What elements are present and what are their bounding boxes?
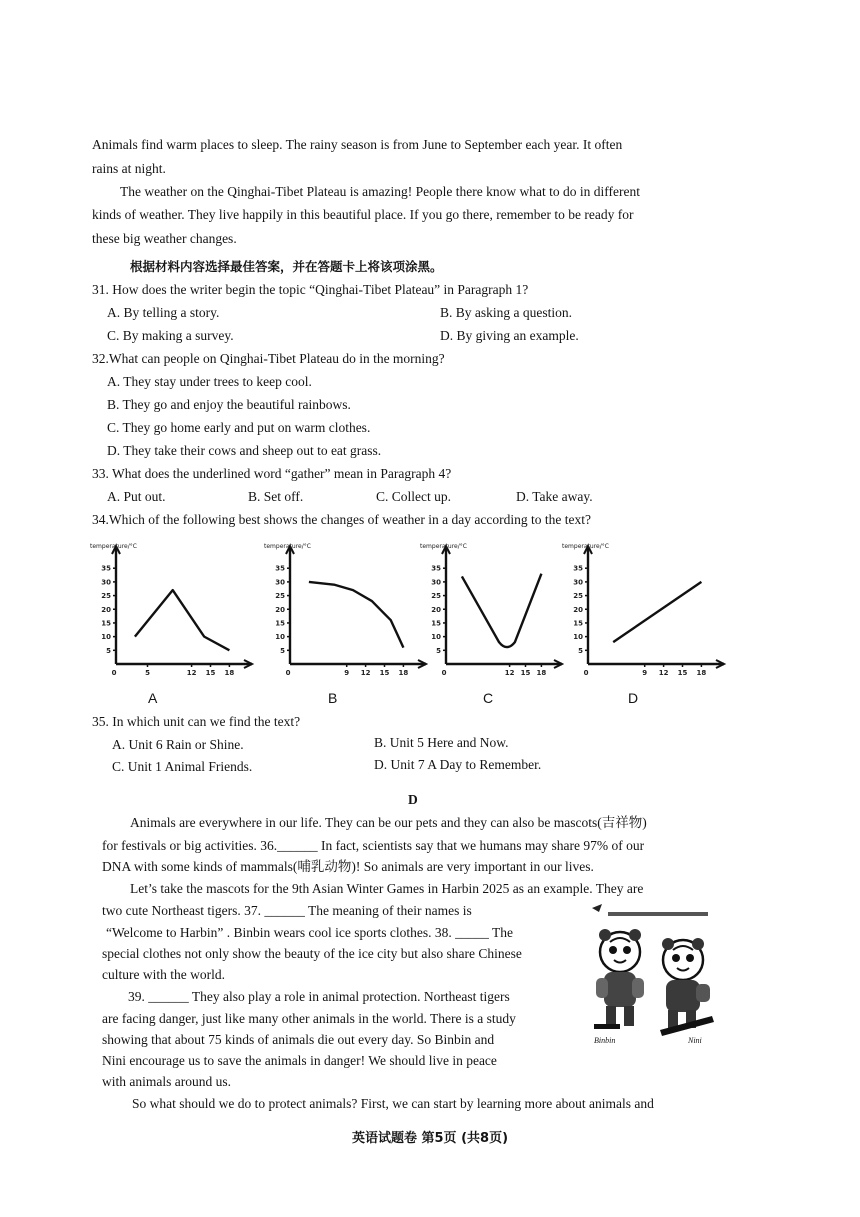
option-c[interactable]: C. They go home early and put on warm clothes. bbox=[107, 420, 371, 435]
x-tick-label: 9 bbox=[642, 669, 648, 677]
y-tick-label: 10 bbox=[573, 633, 583, 642]
passage-line: The weather on the Qinghai-Tibet Plateau is amazing! People there know what to do in different bbox=[120, 184, 640, 199]
x-tick-label: 12 bbox=[186, 669, 197, 677]
page-footer: 英语试题卷 第5页 (共8页) bbox=[351, 1131, 509, 1146]
x-tick-label: 15 bbox=[520, 669, 531, 677]
y-tick-label: 30 bbox=[573, 578, 583, 587]
passage-line: are facing danger, just like many other animals in the world. There is a study bbox=[102, 1011, 516, 1026]
x-tick-label: 0 bbox=[583, 669, 589, 677]
option-d[interactable]: D. They take their cows and sheep out to eat grass. bbox=[107, 443, 382, 458]
y-tick-label: 15 bbox=[275, 619, 285, 628]
y-tick-label: 5 bbox=[106, 646, 111, 655]
y-tick-label: 20 bbox=[431, 605, 441, 614]
y-tick-label: 35 bbox=[101, 564, 111, 573]
instruction: 根据材料内容选择最佳答案，并在答题卡上将该项涂黑。 bbox=[130, 259, 443, 274]
x-tick-label: 9 bbox=[344, 669, 350, 677]
mascot-name-binbin: Binbin bbox=[594, 1036, 616, 1045]
passage-heading: D bbox=[408, 792, 418, 807]
passage-line: special clothes not only show the beauty of the ice city but also share Chinese bbox=[102, 946, 522, 961]
x-tick-label: 18 bbox=[224, 669, 235, 677]
tiger-mascots-image bbox=[588, 902, 718, 1052]
passage-line: kinds of weather. They live happily in this beautiful place. If you go there, remember to be ready for bbox=[92, 207, 634, 222]
question-stem: 32.What can people on Qinghai-Tibet Plateau do in the morning? bbox=[92, 351, 445, 366]
y-tick-label: 10 bbox=[101, 633, 111, 642]
y-tick-label: 5 bbox=[280, 646, 285, 655]
question-stem: 31. How does the writer begin the topic “Qinghai-Tibet Plateau” in Paragraph 1? bbox=[92, 282, 529, 297]
y-axis-title: temperature/°C bbox=[90, 543, 137, 550]
y-tick-label: 15 bbox=[431, 619, 441, 628]
passage-line: two cute Northeast tigers. 37. ______ The meaning of their names is bbox=[102, 903, 472, 918]
option-c[interactable]: C. Collect up. bbox=[376, 489, 451, 504]
passage-line: rains at night. bbox=[92, 161, 166, 176]
mascot-illustration bbox=[588, 902, 718, 1052]
y-tick-label: 30 bbox=[101, 578, 111, 587]
y-tick-label: 35 bbox=[275, 564, 285, 573]
passage-line: for festivals or big activities. 36.______ In fact, scientists say that we humans may share 97% of our bbox=[102, 838, 645, 853]
y-tick-label: 10 bbox=[431, 633, 441, 642]
y-tick-label: 35 bbox=[573, 564, 583, 573]
option-b[interactable]: B. Unit 5 Here and Now. bbox=[374, 735, 509, 750]
y-tick-label: 30 bbox=[431, 578, 441, 587]
option-c[interactable]: C. By making a survey. bbox=[107, 328, 234, 343]
option-a[interactable]: A. Put out. bbox=[107, 489, 166, 504]
y-axis-title: temperature/°C bbox=[562, 543, 609, 550]
x-tick-label: 5 bbox=[145, 669, 150, 677]
passage-line: “Welcome to Harbin” . Binbin wears cool ice sports clothes. 38. _____ The bbox=[106, 925, 513, 940]
x-tick-label: 0 bbox=[285, 669, 291, 677]
x-tick-label: 18 bbox=[696, 669, 707, 677]
option-b[interactable]: B. By asking a question. bbox=[440, 305, 572, 320]
graph-label-b: B bbox=[328, 690, 338, 706]
option-a[interactable]: A. By telling a story. bbox=[107, 305, 220, 320]
option-d[interactable]: D. Unit 7 A Day to Remember. bbox=[374, 757, 542, 772]
y-tick-label: 25 bbox=[101, 592, 111, 601]
passage-line: Animals find warm places to sleep. The rainy season is from June to September each year. It often bbox=[92, 137, 623, 152]
temperature-line bbox=[309, 582, 404, 648]
passage-line: Nini encourage us to save the animals in danger! We should live in peace bbox=[102, 1053, 497, 1068]
y-tick-label: 15 bbox=[573, 619, 583, 628]
passage-line: with animals around us. bbox=[102, 1074, 231, 1089]
option-c[interactable]: C. Unit 1 Animal Friends. bbox=[112, 759, 253, 774]
y-axis-title: temperature/°C bbox=[420, 543, 467, 550]
graph-label-c: C bbox=[483, 690, 494, 706]
question-stem: 35. In which unit can we find the text? bbox=[92, 714, 301, 729]
passage-line: DNA with some kinds of mammals(哺乳动物)! So animals are very important in our lives. bbox=[102, 859, 594, 874]
question-stem: 34.Which of the following best shows the changes of weather in a day according to the text? bbox=[92, 512, 591, 527]
graph-c[interactable] bbox=[418, 540, 568, 690]
x-tick-label: 15 bbox=[379, 669, 390, 677]
option-d[interactable]: D. Take away. bbox=[516, 489, 593, 504]
option-b[interactable]: B. Set off. bbox=[248, 489, 304, 504]
y-tick-label: 20 bbox=[573, 605, 583, 614]
y-axis-title: temperature/°C bbox=[264, 543, 311, 550]
x-tick-label: 18 bbox=[536, 669, 547, 677]
y-tick-label: 10 bbox=[275, 633, 285, 642]
graph-d[interactable] bbox=[560, 540, 730, 690]
passage-line: So what should we do to protect animals? First, we can start by learning more about animals and bbox=[132, 1096, 654, 1111]
x-tick-label: 18 bbox=[398, 669, 409, 677]
y-tick-label: 35 bbox=[431, 564, 441, 573]
graph-label-a: A bbox=[148, 690, 158, 706]
y-tick-label: 25 bbox=[573, 592, 583, 601]
graph-a[interactable] bbox=[88, 540, 258, 690]
x-tick-label: 12 bbox=[504, 669, 515, 677]
x-tick-label: 15 bbox=[677, 669, 688, 677]
option-b[interactable]: B. They go and enjoy the beautiful rainbows. bbox=[107, 397, 351, 412]
option-a[interactable]: A. Unit 6 Rain or Shine. bbox=[112, 737, 244, 752]
temperature-line bbox=[135, 590, 230, 650]
passage-line: showing that about 75 kinds of animals die out every day. So Binbin and bbox=[102, 1032, 495, 1047]
temperature-line bbox=[462, 574, 542, 647]
graph-label-d: D bbox=[628, 690, 639, 706]
y-tick-label: 25 bbox=[431, 592, 441, 601]
option-a[interactable]: A. They stay under trees to keep cool. bbox=[107, 374, 312, 389]
y-tick-label: 15 bbox=[101, 619, 111, 628]
x-tick-label: 12 bbox=[658, 669, 669, 677]
x-tick-label: 15 bbox=[205, 669, 216, 677]
passage-line: culture with the world. bbox=[102, 967, 225, 982]
temperature-line bbox=[613, 582, 701, 642]
passage-line: 39. ______ They also play a role in animal protection. Northeast tigers bbox=[128, 989, 510, 1004]
graph-b[interactable] bbox=[262, 540, 432, 690]
y-tick-label: 20 bbox=[275, 605, 285, 614]
x-tick-label: 12 bbox=[360, 669, 371, 677]
question-stem: 33. What does the underlined word “gather” mean in Paragraph 4? bbox=[92, 466, 452, 481]
y-tick-label: 30 bbox=[275, 578, 285, 587]
mascot-name-nini: Nini bbox=[688, 1036, 702, 1045]
x-tick-label: 0 bbox=[111, 669, 117, 677]
y-tick-label: 5 bbox=[578, 646, 583, 655]
passage-line: Animals are everywhere in our life. They can be our pets and they can also be mascots(吉祥物) bbox=[130, 815, 647, 830]
y-tick-label: 25 bbox=[275, 592, 285, 601]
x-tick-label: 0 bbox=[441, 669, 447, 677]
y-tick-label: 5 bbox=[436, 646, 441, 655]
option-d[interactable]: D. By giving an example. bbox=[440, 328, 579, 343]
passage-line: these big weather changes. bbox=[92, 231, 237, 246]
passage-line: Let’s take the mascots for the 9th Asian Winter Games in Harbin 2025 as an example. They are bbox=[130, 881, 644, 896]
y-tick-label: 20 bbox=[101, 605, 111, 614]
